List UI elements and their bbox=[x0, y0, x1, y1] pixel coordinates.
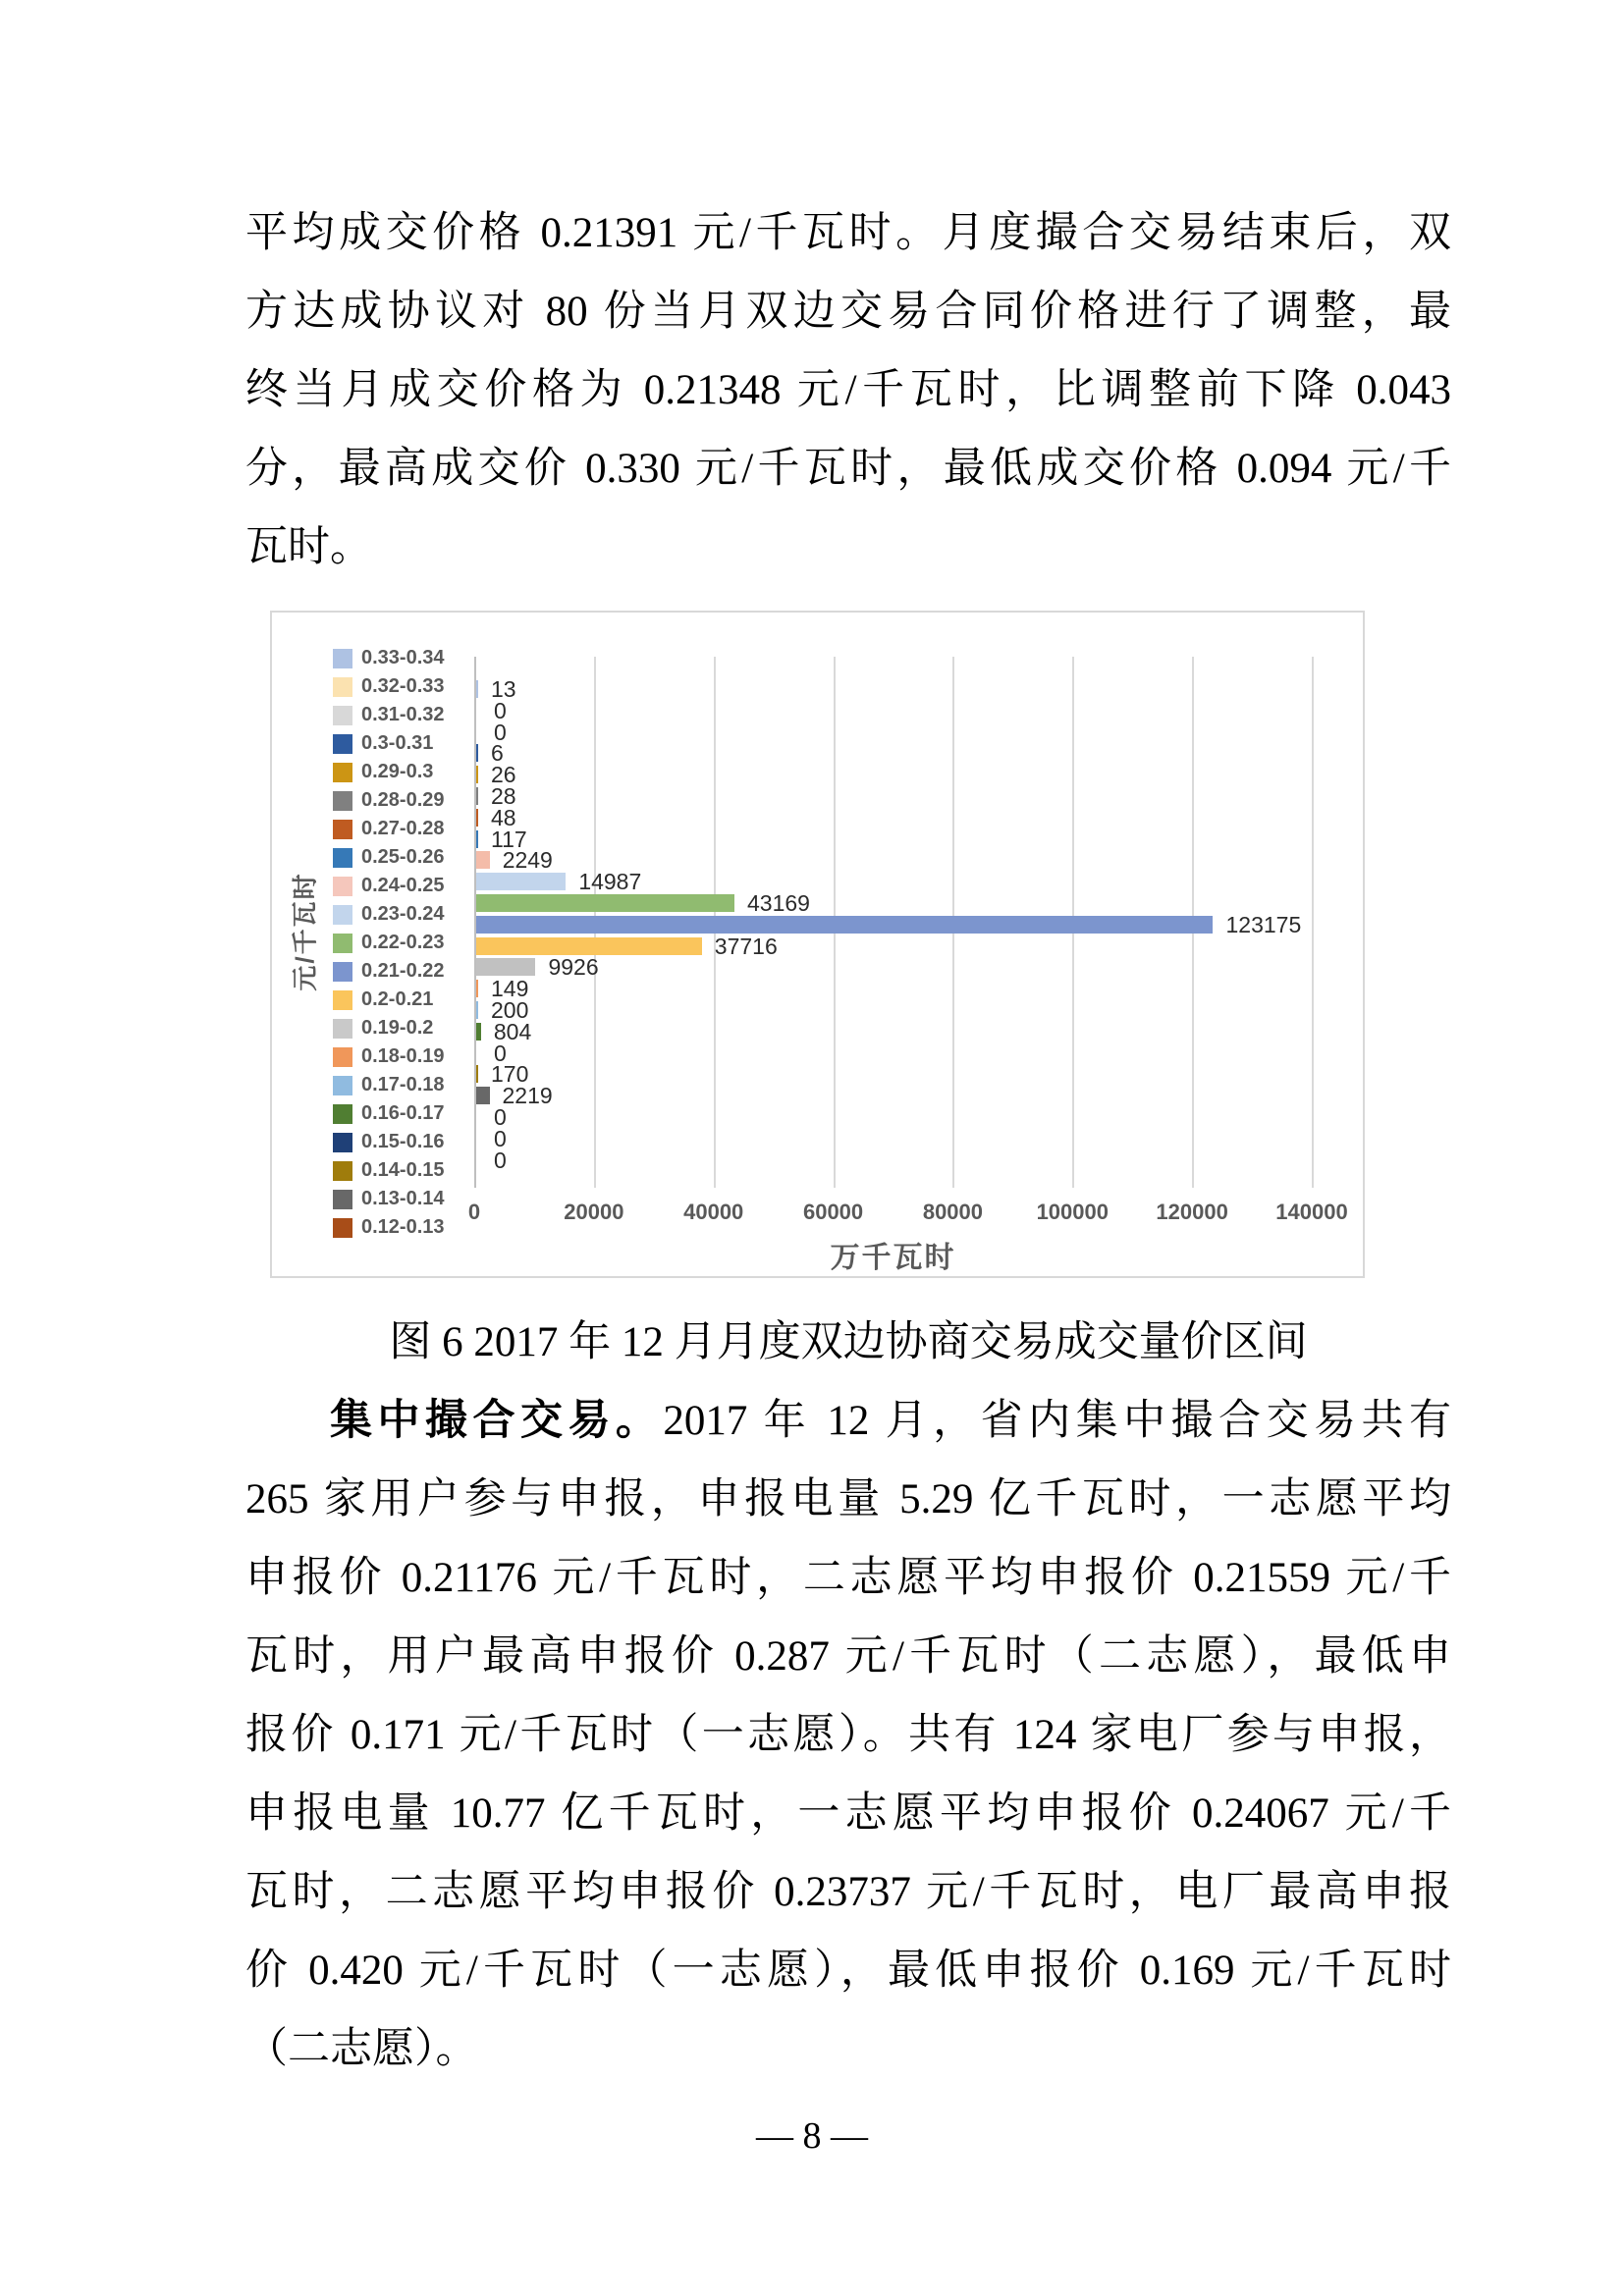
legend-label: 0.25-0.26 bbox=[361, 846, 445, 868]
legend-item bbox=[333, 900, 445, 929]
paragraph-2-line: 申报价 0.21176 元/千瓦时，二志愿平均申报价 0.21559 元/千 bbox=[245, 1555, 1451, 1601]
legend-label: 0.28-0.29 bbox=[361, 789, 445, 811]
paragraph-2-line: 瓦时，二志愿平均申报价 0.23737 元/千瓦时，电厂最高申报 bbox=[245, 1869, 1451, 1915]
data-label: 804 bbox=[493, 1018, 532, 1044]
legend-label: 0.16-0.17 bbox=[361, 1102, 445, 1124]
legend-label: 0.12-0.13 bbox=[361, 1216, 445, 1238]
legend-swatch bbox=[333, 905, 352, 925]
data-label: 123175 bbox=[1225, 911, 1302, 937]
legend-swatch bbox=[333, 1047, 352, 1067]
paragraph-2-line: 265 家用户参与申报，申报电量 5.29 亿千瓦时，一志愿平均 bbox=[245, 1476, 1451, 1522]
paragraph-1 bbox=[245, 194, 1451, 587]
chart-plot-area bbox=[474, 657, 1312, 1188]
paragraph-2-line bbox=[245, 1382, 1451, 1461]
legend-label: 0.33-0.34 bbox=[361, 647, 445, 668]
legend-swatch bbox=[333, 1133, 352, 1152]
chart-y-axis-title: 元/千瓦时 bbox=[290, 872, 320, 991]
legend-item bbox=[333, 815, 445, 843]
page-number: — 8 — bbox=[756, 2115, 868, 2157]
paragraph-2-line: 报价 0.171 元/千瓦时（一志愿）。共有 124 家电厂参与申报， bbox=[245, 1712, 1451, 1758]
data-bar bbox=[476, 894, 734, 912]
legend-swatch bbox=[333, 677, 352, 697]
data-bar bbox=[476, 830, 478, 848]
data-label: 0 bbox=[494, 1104, 507, 1130]
legend-label: 0.23-0.24 bbox=[361, 903, 445, 925]
legend-label: 0.27-0.28 bbox=[361, 818, 445, 839]
legend-swatch bbox=[333, 1076, 352, 1095]
paragraph-2-line: 瓦时，用户最高申报价 0.287 元/千瓦时（二志愿），最低申 bbox=[245, 1633, 1451, 1680]
x-axis-tick-label: 100000 bbox=[1036, 1200, 1109, 1224]
paragraph-1-line: 终当月成交价格为 0.21348 元/千瓦时，比调整前下降 0.043 bbox=[245, 367, 1451, 413]
data-bar bbox=[476, 680, 478, 698]
legend-swatch bbox=[333, 1190, 352, 1209]
legend-item bbox=[333, 957, 445, 986]
legend-swatch bbox=[333, 1019, 352, 1039]
data-label: 13 bbox=[491, 676, 516, 702]
data-label: 14987 bbox=[578, 869, 642, 895]
legend-item bbox=[333, 843, 445, 872]
data-label: 0 bbox=[494, 1040, 507, 1066]
data-label: 26 bbox=[491, 762, 516, 788]
paragraph-2-lead: 集中撮合交易。 bbox=[330, 1398, 664, 1444]
legend-item bbox=[333, 1014, 433, 1042]
legend-item bbox=[333, 1099, 445, 1128]
legend-label: 0.24-0.25 bbox=[361, 875, 445, 896]
legend-label: 0.3-0.31 bbox=[361, 732, 434, 754]
legend-swatch bbox=[333, 649, 352, 668]
paragraph-2 bbox=[245, 1382, 1451, 2089]
chart-x-axis-title: 万千瓦时 bbox=[830, 1242, 956, 1274]
legend-item bbox=[333, 1071, 445, 1099]
data-bar bbox=[476, 1001, 478, 1019]
data-bar bbox=[476, 787, 478, 805]
data-label: 43169 bbox=[747, 890, 810, 916]
data-bar bbox=[476, 1065, 478, 1083]
legend-swatch bbox=[333, 990, 352, 1010]
data-label: 0 bbox=[494, 697, 507, 723]
x-axis-tick-label: 80000 bbox=[922, 1200, 984, 1224]
data-bar bbox=[476, 916, 1213, 934]
data-label: 149 bbox=[491, 976, 529, 1002]
figure-caption: 图 6 2017 年 12 月月度双边协商交易成交量价区间 bbox=[389, 1319, 1308, 1365]
data-bar bbox=[476, 744, 478, 762]
legend-swatch bbox=[333, 962, 352, 982]
data-label: 117 bbox=[491, 826, 527, 852]
data-bar bbox=[476, 1023, 481, 1041]
legend-swatch bbox=[333, 1218, 352, 1238]
paragraph-2-line: （二志愿）。 bbox=[245, 2026, 478, 2072]
legend-item bbox=[333, 872, 445, 900]
legend-label: 0.29-0.3 bbox=[361, 761, 434, 782]
legend-item bbox=[333, 701, 445, 729]
legend-label: 0.17-0.18 bbox=[361, 1074, 445, 1095]
legend-label: 0.18-0.19 bbox=[361, 1045, 445, 1067]
legend-swatch bbox=[333, 1161, 352, 1181]
legend-swatch bbox=[333, 1104, 352, 1124]
data-label: 48 bbox=[491, 804, 516, 830]
paragraph-1-line: 平均成交价格 0.21391 元/千瓦时。月度撮合交易结束后，双 bbox=[245, 210, 1451, 256]
legend-swatch bbox=[333, 848, 352, 868]
legend-item bbox=[333, 986, 433, 1014]
legend-swatch bbox=[333, 791, 352, 811]
data-label: 2219 bbox=[502, 1083, 553, 1109]
x-axis-tick-label: 40000 bbox=[683, 1200, 744, 1224]
x-axis-tick-label: 0 bbox=[467, 1200, 481, 1224]
legend-label: 0.22-0.23 bbox=[361, 932, 445, 953]
legend-item bbox=[333, 1042, 445, 1071]
legend-item bbox=[333, 758, 433, 786]
x-axis-tick-label: 20000 bbox=[564, 1200, 624, 1224]
data-bar bbox=[476, 766, 478, 783]
data-bar bbox=[476, 1087, 490, 1104]
legend-label: 0.15-0.16 bbox=[361, 1131, 445, 1152]
x-axis-tick-label: 120000 bbox=[1156, 1200, 1228, 1224]
data-label: 0 bbox=[494, 1147, 507, 1173]
legend-item bbox=[333, 1156, 445, 1185]
paragraph-1-line: 方达成协议对 80 份当月双边交易合同价格进行了调整，最 bbox=[245, 289, 1451, 335]
paragraph-1-line: 瓦时。 bbox=[245, 524, 372, 570]
legend-swatch bbox=[333, 734, 352, 754]
data-bar bbox=[476, 937, 702, 955]
legend-label: 0.13-0.14 bbox=[361, 1188, 445, 1209]
legend-item bbox=[333, 644, 445, 672]
legend-label: 0.2-0.21 bbox=[361, 988, 434, 1010]
legend-swatch bbox=[333, 763, 352, 782]
legend-item bbox=[333, 786, 445, 815]
data-bar bbox=[476, 980, 478, 997]
data-bar bbox=[476, 958, 535, 976]
data-label: 9926 bbox=[548, 954, 599, 981]
data-label: 2249 bbox=[502, 847, 553, 874]
paragraph-2-line-text: 2017 年 12 月，省内集中撮合交易共有 bbox=[663, 1398, 1451, 1444]
legend-swatch bbox=[333, 934, 352, 953]
data-label: 170 bbox=[491, 1061, 529, 1088]
data-label: 0 bbox=[494, 1125, 507, 1151]
data-bar bbox=[476, 873, 566, 890]
data-label: 37716 bbox=[714, 933, 778, 959]
legend-item bbox=[333, 672, 445, 701]
data-bar bbox=[476, 809, 478, 827]
x-axis-tick-label: 60000 bbox=[802, 1200, 864, 1224]
data-label: 200 bbox=[491, 997, 529, 1023]
data-label: 0 bbox=[494, 719, 507, 745]
legend-swatch bbox=[333, 706, 352, 725]
legend-label: 0.31-0.32 bbox=[361, 704, 445, 725]
legend-item bbox=[333, 729, 433, 758]
paragraph-1-line: 分，最高成交价 0.330 元/千瓦时，最低成交价格 0.094 元/千 bbox=[245, 446, 1451, 492]
paragraph-2-line: 申报电量 10.77 亿千瓦时，一志愿平均申报价 0.24067 元/千 bbox=[245, 1790, 1451, 1837]
legend-swatch bbox=[333, 877, 352, 896]
legend-label: 0.14-0.15 bbox=[361, 1159, 445, 1181]
legend-item bbox=[333, 1128, 445, 1156]
legend-label: 0.21-0.22 bbox=[361, 960, 445, 982]
legend-item bbox=[333, 929, 445, 957]
figure-6-chart bbox=[270, 611, 1365, 1278]
legend-label: 0.32-0.33 bbox=[361, 675, 445, 697]
gridline bbox=[1312, 657, 1314, 1188]
legend-label: 0.19-0.2 bbox=[361, 1017, 434, 1039]
data-label: 28 bbox=[491, 783, 516, 809]
legend-swatch bbox=[333, 820, 352, 839]
x-axis-tick-label: 140000 bbox=[1275, 1200, 1348, 1224]
data-label: 6 bbox=[491, 740, 504, 767]
data-bar bbox=[476, 851, 490, 869]
paragraph-2-line: 价 0.420 元/千瓦时（一志愿），最低申报价 0.169 元/千瓦时 bbox=[245, 1948, 1451, 1994]
